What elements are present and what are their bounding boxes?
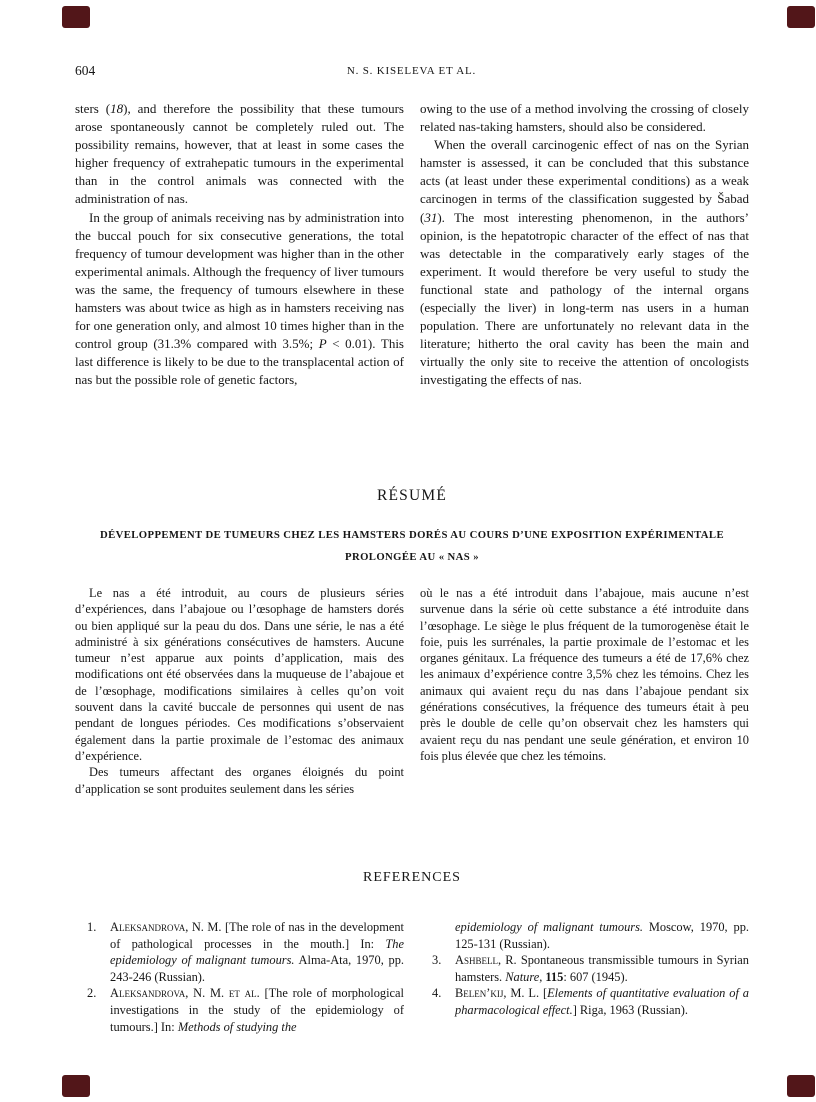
reference-number: 1.	[87, 920, 97, 934]
reference-number: 2.	[87, 986, 97, 1001]
references-section	[75, 919, 749, 1035]
page-header	[75, 63, 748, 81]
text-segment: Methods of studying the	[177, 1019, 297, 1034]
text-segment: In the group of animals receiving nas by administration into the buccal pouch for six consecutive generations, the total frequency of tumour development was higher than in the other experimental animals. Although the frequency of liver tumours was the same, the frequency of tumours elsewhere in these hamsters was about twice as high as in hamsters receiving nas for one generation only, and almost 10 times higher than in the control group (31.3% compared with 3.5%;	[75, 209, 404, 352]
references-right-column	[420, 919, 749, 1035]
text-segment: The epidemiology of malignant tumours.	[110, 936, 404, 968]
text-segment: Nature	[505, 969, 540, 984]
corner-mark-top-left	[62, 6, 90, 28]
running-head: N. S. KISELEVA ET AL.	[346, 65, 477, 77]
paragraph	[75, 100, 404, 209]
resume-subtitle-line-1: DÉVELOPPEMENT DE TUMEURS CHEZ LES HAMSTERS DORÉS AU COURS D’UNE EXPOSITION EXPÉRIMENTALE	[99, 529, 724, 541]
references-left-column	[75, 919, 404, 1035]
text-segment: [The role of morphological investigations in the study of the epidemiology of tumours.] In:	[110, 986, 404, 1034]
resume-right-column	[420, 585, 749, 797]
references-heading: REFERENCES	[363, 870, 461, 885]
text-segment: Ashbell, R.	[455, 953, 517, 968]
reference-item	[420, 985, 749, 1018]
corner-mark-top-right	[787, 6, 815, 28]
reference-number: 4.	[432, 986, 442, 1001]
text-segment: ), and therefore the possibility that these tumours arose spontaneously cannot be completely ruled out. The possibility remains, however, that at least in some cases the higher frequency of extrahepatic tumours in the experimental than in the control animals was connected with the administration of nas.	[75, 101, 404, 207]
resume-left-column	[75, 585, 404, 797]
text-segment: ). The most interesting phenomenon, in the authors’ opinion, is the hepatotropic character of the effect of nas that was detectable in the comparatively early stages of the experiment. It would therefore be very useful to study the functional state and pathology of the internal organs (especially the liver) in long-term nas users in a human population. There are unfortunately no relevant data in the literature; hitherto the oral cavity has been the main and virtually the only site to receive the attention of oncologists investigating the effects of nas.	[420, 209, 749, 388]
text-segment: Spontaneous transmissible tumours in Syrian hamsters.	[455, 953, 749, 984]
corner-mark-bottom-right	[787, 1075, 815, 1097]
text-segment: ,	[539, 969, 546, 984]
reference-item	[420, 952, 749, 985]
text-segment: epidemiology of malignant tumours.	[455, 920, 644, 934]
text-segment: ] Riga, 1963 (Russian).	[572, 1002, 688, 1017]
paragraph	[420, 585, 749, 764]
corner-mark-bottom-left	[62, 1075, 90, 1097]
reference-item	[75, 985, 404, 1035]
text-segment: Le nas a été introduit, au cours de plusieurs séries d’expériences, dans l’abajoue ou l’œsophage de hamsters dorés ou bien appliqué sur la peau du dos. Dans une série, le nas a été administré à six générations consécutives de hamsters. Aucune tumeur n’est apparue aux points d’application, mais des modifications ont été observées dans la muqueuse de l’abajoue et de l’œsophage, modifications similaires à celles qu’on voit souvent dans la cavité buccale de personnes qui usent de nas pendant de longues périodes. Ces modifications s’observaient également dans la partie proximale de l’estomac des animaux d’expérience.	[75, 586, 404, 763]
main-text-right-column	[420, 100, 749, 390]
text-segment: When the overall carcinogenic effect of nas on the Syrian hamster is assessed, it can be concluded that this substance acts (at least under these experimental conditions) as a weak carcinogen in terms of the classification suggested by Šabad (	[420, 137, 749, 225]
reference-text	[455, 919, 749, 952]
text-segment: [	[539, 986, 548, 1001]
reference-text	[455, 952, 749, 985]
text-segment: sters (	[75, 101, 111, 116]
text-segment: Des tumeurs affectant des organes éloignés du point d’application se sont produites seulement dans les séries	[75, 765, 404, 796]
resume-heading: RÉSUMÉ	[376, 487, 448, 504]
text-segment: < 0.01). This last difference is likely to be due to the transplacental action of nas but the possible role of genetic factors,	[75, 336, 404, 388]
paragraph	[75, 585, 404, 764]
text-segment: owing to the use of a method involving the crossing of closely related nas-taking hamsters, should also be considered.	[420, 101, 749, 135]
paragraph	[420, 136, 749, 389]
reference-item	[75, 919, 404, 985]
reference-item	[420, 919, 749, 952]
text-segment: Elements of quantitative evaluation of a pharmacological effect.	[455, 986, 749, 1017]
text-segment: Moscow, 1970, pp. 125-131 (Russian).	[455, 920, 749, 951]
text-segment: Aleksandrova, N. M.	[110, 920, 222, 934]
main-text-left-column	[75, 100, 404, 390]
reference-text	[110, 985, 404, 1035]
text-segment: Belen’kij, M. L.	[455, 986, 540, 1001]
text-segment: où le nas a été introduit dans l’abajoue, mais aucune n’est survenue dans la série où cette substance a été introduite dans l’œsophage. Le siège le plus fréquent de la tumorogenèse était le foie, puis les surrénales, la partie proximale de l’estomac et les organes génitaux. La fréquence des tumeurs a été de 17,6% chez les animaux d’expérience contre 3,5% chez les témoins. Chez les animaux qui avaient reçu du nas dans l’abajoue pendant six générations consécutives, la fréquence des tumeurs était à peu près le double de celle qu’on observait chez les hamsters qui avaient reçu du nas pendant une seule génération, et environ 10 fois plus élevée que chez les témoins.	[420, 586, 749, 763]
text-segment: 115	[545, 969, 564, 984]
page-number: 604	[75, 63, 96, 78]
reference-text	[455, 985, 749, 1018]
text-segment: [The role of nas in the development of pathological processes in the mouth.] In:	[110, 920, 404, 951]
resume-subtitle-line-2: PROLONGÉE AU « NAS »	[345, 551, 479, 563]
text-segment: 31	[424, 209, 438, 225]
paragraph	[75, 764, 404, 797]
resume-text-section	[75, 585, 749, 797]
paragraph	[420, 100, 749, 136]
text-segment: : 607 (1945).	[563, 969, 628, 984]
text-segment: Aleksandrova, N. M. et al.	[110, 986, 260, 1001]
text-segment: P	[318, 336, 327, 352]
text-segment: 18	[110, 101, 124, 116]
reference-number: 3.	[432, 953, 442, 968]
text-segment: Alma-Ata, 1970, pp. 243-246 (Russian).	[110, 953, 404, 984]
resume-subtitle	[75, 524, 749, 568]
main-text-section	[75, 100, 749, 390]
paragraph	[75, 209, 404, 390]
reference-text	[110, 919, 404, 985]
